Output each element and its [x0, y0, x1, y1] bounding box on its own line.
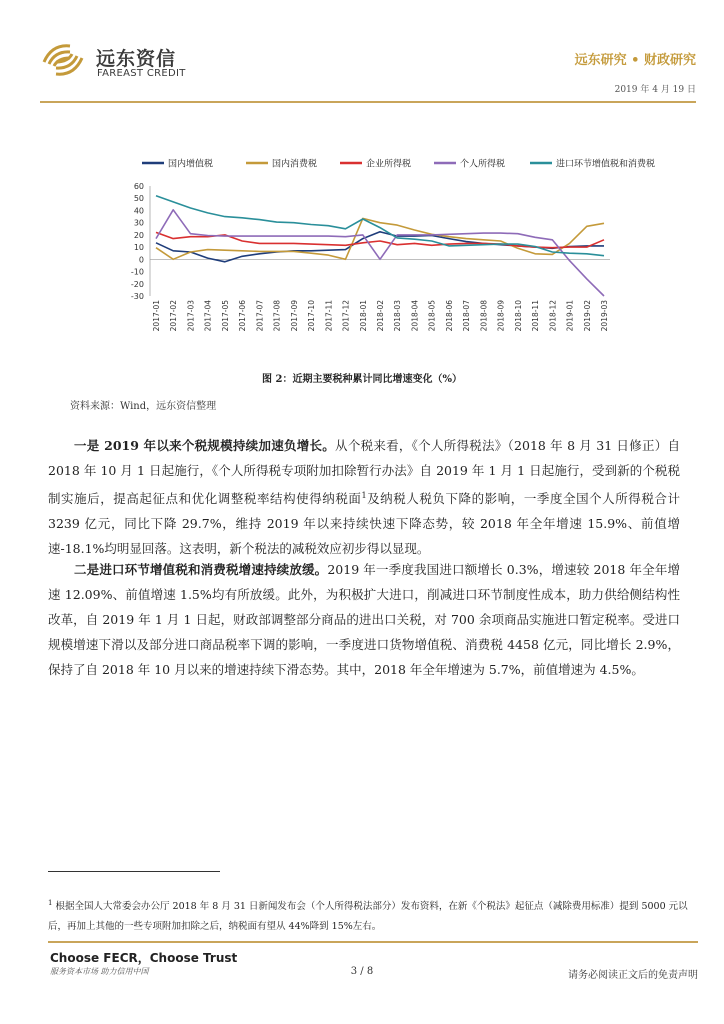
- x-tick-label: 2018-12: [548, 300, 558, 332]
- x-tick-label: 2017-01: [152, 300, 161, 332]
- chart-legend: [142, 158, 655, 170]
- tax-growth-line-chart: [100, 150, 656, 365]
- x-tick-label: 2018-10: [513, 300, 523, 332]
- legend-label: 国内增值税: [168, 159, 214, 170]
- paragraph-2: [48, 557, 680, 682]
- figure-caption: 图 2：近期主要税种累计同比增速变化（%）: [262, 374, 462, 385]
- y-tick-label: -30: [130, 292, 144, 301]
- x-tick-label: 2017-02: [169, 300, 179, 332]
- x-tick-label: 2019-02: [582, 300, 592, 332]
- y-tick-label: -10: [130, 267, 144, 277]
- footnote-text: 根据全国人大常委会办公厅 2018 年 8 月 31 日新闻发布会（个人所得税法部分）发布资料，在新《个税法》起征点（减除费用标准）提到 5000 元以后，再加上其他的一些专项附加扣除之后，纳税面有望从 44%降到 15%左右。: [48, 901, 688, 933]
- footnote: [48, 893, 688, 937]
- x-tick-label: 2017-10: [307, 300, 317, 332]
- x-tick-label: 2017-05: [220, 300, 230, 332]
- x-tick-label: 2018-07: [462, 300, 472, 332]
- brand-name-en: FAREAST CREDIT: [97, 68, 186, 79]
- x-tick-label: 2017-07: [255, 300, 265, 332]
- x-tick-label: 2017-03: [186, 300, 196, 332]
- header-divider: [40, 101, 696, 103]
- footer-divider: [48, 941, 698, 943]
- x-tick-label: 2018-08: [479, 300, 489, 332]
- footer-subslogan: 服务资本市场 助力信用中国: [50, 967, 149, 976]
- x-tick-label: 2018-06: [444, 300, 454, 332]
- figure-source: 资料来源：Wind，远东资信整理: [70, 401, 217, 412]
- y-tick-label: 20: [133, 230, 144, 240]
- paragraph-1-lead: 一是 2019 年以来个税规模持续加速负增长。: [74, 438, 336, 453]
- x-tick-label: 2018-05: [427, 300, 437, 332]
- x-tick-label: 2018-02: [376, 300, 385, 332]
- legend-label: 个人所得税: [460, 159, 506, 170]
- y-tick-label: -20: [130, 279, 144, 289]
- legend-label: 国内消费税: [272, 159, 318, 170]
- report-date: 2019 年 4 月 19 日: [614, 85, 696, 95]
- paragraph-1-text-a: 从个税来看，《个人所得税法》（2018 年 8 月 31 日修正）自 2018 年 10 月 1 日起施行，《个人所得税专项附加扣除暂行办法》自 2019 年 1 月 1 日起施行，受到新的个税税制实施后，提高起征点和优化调整税率结构使得纳税面: [48, 438, 680, 507]
- series-line-2: [156, 218, 604, 259]
- paragraph-2-lead: 二是进口环节增值税和消费税增速持续放缓。: [74, 562, 328, 577]
- y-tick-label: 0: [138, 255, 144, 265]
- paragraph-2-text: 2019 年一季度我国进口额增长 0.3%，增速较 2018 年全年增速 12.09%、前值增速 1.5%均有所放缓。此外，为积极扩大进口，削减进口环节制度性成本，助力供给侧结构性改革，自 2019 年 1 月 1 日起，财政部调整部分商品的进出口关税，对 700 余项商品实施进口暂定税率。受进口规模增速下滑以及部分进口商品税率下调的影响，一季度进口货物增值税、消费税 4458 亿元，同比增长 2.9%，保持了自 2018 年 10 月以来的增速持续下滑态势。其中，2018 年全年增速为 5.7%，前值增速为 4.5%。: [48, 562, 680, 677]
- y-tick-label: 30: [133, 218, 144, 228]
- paragraph-1: [48, 433, 680, 561]
- x-tick-label: 2017-06: [238, 300, 248, 332]
- chart-series: [156, 196, 604, 296]
- legend-item-2: [246, 158, 317, 170]
- x-tick-label: 2019-01: [565, 300, 575, 332]
- legend-item-3: [340, 158, 411, 170]
- x-tick-label: 2017-11: [324, 300, 334, 332]
- footnote-divider: [48, 871, 220, 872]
- legend-label: 企业所得税: [366, 159, 412, 170]
- x-tick-label: 2018-01: [358, 300, 368, 332]
- brand-name-cn: 远东资信: [96, 48, 177, 70]
- legend-item-4: [434, 158, 505, 170]
- legend-item-1: [142, 158, 213, 170]
- y-tick-label: 10: [133, 243, 144, 253]
- x-tick-label: 2018-11: [531, 300, 541, 332]
- series-line-3: [156, 232, 604, 247]
- x-tick-label: 2018-04: [410, 300, 420, 332]
- x-tick-label: 2017-12: [341, 300, 351, 332]
- legend-item-5: [530, 158, 655, 170]
- logo-icon: [40, 40, 86, 80]
- legend-label: 进口环节增值税和消费税: [556, 159, 656, 170]
- series-line-5: [156, 196, 604, 256]
- x-tick-label: 2019-03: [600, 300, 609, 332]
- x-tick-label: 2017-09: [289, 300, 299, 332]
- x-tick-label: 2018-09: [496, 300, 506, 332]
- section-title: 远东研究 • 财政研究: [574, 53, 696, 68]
- page-number: 3 / 8: [350, 966, 374, 977]
- y-tick-label: 40: [133, 206, 144, 216]
- y-tick-label: 60: [133, 182, 144, 191]
- x-tick-label: 2017-08: [272, 300, 282, 332]
- footer-slogan: Choose FECR，Choose Trust: [50, 951, 238, 965]
- x-tick-label: 2018-03: [393, 300, 403, 332]
- y-tick-label: 50: [133, 194, 144, 204]
- footnote-ref[interactable]: 1: [361, 491, 367, 500]
- x-tick-label: 2017-04: [203, 300, 213, 332]
- footnote-mark: 1: [48, 899, 53, 907]
- paragraph-1-text-b: 及纳税人税负下降的影响，一季度全国个人所得税合计 3239 亿元，同比下降 29.7%，维持 2019 年以来持续快速下降态势，较 2018 年全年增速 15.9%、前值增速-18.1%均明显回落。这表明，新个税法的减税效应初步得以显现。: [48, 491, 680, 557]
- disclaimer-note[interactable]: 请务必阅读正文后的免责声明: [568, 970, 698, 981]
